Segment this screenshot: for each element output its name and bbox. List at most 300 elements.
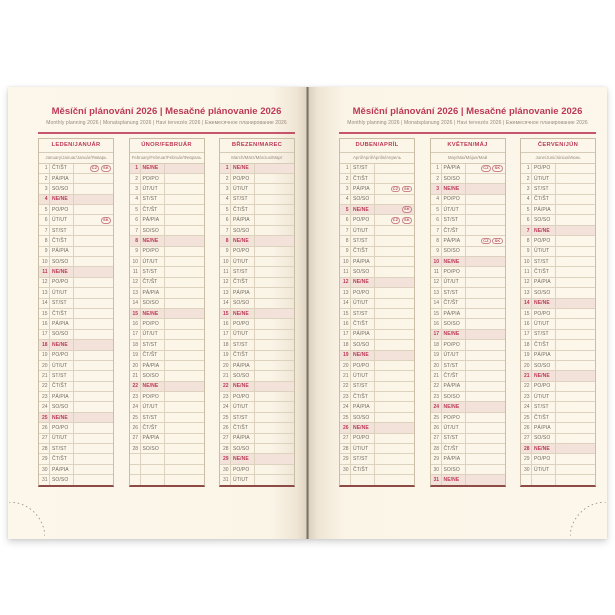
notes-cell <box>466 267 505 276</box>
day-row <box>521 184 595 194</box>
day-number: 8 <box>220 236 231 245</box>
month-name: ÚNOR/FEBRUÁR <box>130 139 204 153</box>
weekday-label: ČT/ŠT <box>532 195 556 204</box>
month-table-brezen-marec <box>219 138 295 487</box>
day-row <box>431 299 505 309</box>
notes-cell <box>556 413 595 422</box>
notes-cell <box>466 392 505 401</box>
day-number: 22 <box>39 382 50 391</box>
day-number: 9 <box>431 247 442 256</box>
day-row <box>340 351 414 361</box>
notes-cell <box>255 454 294 463</box>
notes-cell <box>255 319 294 328</box>
notes-cell <box>466 454 505 463</box>
notes-cell <box>74 444 113 453</box>
notes-cell <box>375 392 414 401</box>
notes-cell <box>466 330 505 339</box>
day-number: 4 <box>39 195 50 204</box>
day-row <box>521 257 595 267</box>
day-row <box>521 226 595 236</box>
day-row <box>130 164 204 174</box>
weekday-label: SO/SO <box>141 371 165 380</box>
weekday-label: ÚT/UT <box>532 465 556 474</box>
notes-cell <box>165 371 204 380</box>
day-row <box>39 195 113 205</box>
day-row <box>220 340 294 350</box>
day-row <box>431 164 505 174</box>
day-row <box>431 195 505 205</box>
day-row <box>340 413 414 423</box>
empty-row <box>130 465 204 475</box>
planner-spread <box>8 87 607 539</box>
weekday-label: ST/ST <box>351 382 375 391</box>
notes-cell <box>165 226 204 235</box>
day-row <box>130 309 204 319</box>
notes-cell <box>74 164 113 173</box>
notes-cell <box>556 174 595 183</box>
day-number: 7 <box>130 226 141 235</box>
notes-cell <box>165 236 204 245</box>
day-number: 12 <box>39 278 50 287</box>
weekday-label: ÚT/UT <box>532 174 556 183</box>
day-number: 17 <box>39 330 50 339</box>
day-row <box>130 413 204 423</box>
right-page <box>309 87 607 539</box>
notes-cell <box>255 434 294 443</box>
month-rows <box>39 164 113 485</box>
notes-cell <box>74 351 113 360</box>
weekday-label: PÁ/PIA <box>141 361 165 370</box>
weekday-label: PO/PO <box>141 319 165 328</box>
day-number: 20 <box>521 361 532 370</box>
day-row <box>130 423 204 433</box>
day-row <box>521 319 595 329</box>
day-number: 19 <box>39 351 50 360</box>
notes-cell <box>556 195 595 204</box>
day-row <box>431 392 505 402</box>
weekday-label: ČT/ŠT <box>231 205 255 214</box>
weekday-label: SO/SO <box>50 257 74 266</box>
day-row <box>39 205 113 215</box>
day-number: 26 <box>220 423 231 432</box>
day-row <box>220 164 294 174</box>
day-number: 20 <box>340 361 351 370</box>
day-number: 4 <box>130 195 141 204</box>
day-number: 18 <box>39 340 50 349</box>
notes-cell <box>165 205 204 214</box>
month-subtitle: May/Mai/Május/Май <box>431 153 505 164</box>
notes-cell <box>74 319 113 328</box>
day-row <box>521 164 595 174</box>
page-subtitle: Monthly planning 2026 | Monatsplanung 2026 | Havi tervezés 2026 | Ежемесячное планирование 2026 <box>347 120 588 126</box>
day-row <box>521 247 595 257</box>
weekday-label: ČT/ŠT <box>532 413 556 422</box>
weekday-label: PO/PO <box>231 465 255 474</box>
notes-cell <box>255 247 294 256</box>
weekday-label: ST/ST <box>231 195 255 204</box>
weekday-label: ČT/ŠT <box>141 205 165 214</box>
day-row <box>340 444 414 454</box>
header-rule <box>339 132 596 134</box>
day-number: 27 <box>340 434 351 443</box>
notes-cell <box>375 330 414 339</box>
notes-cell <box>375 278 414 287</box>
weekday-label: PÁ/PIA <box>351 402 375 411</box>
day-number: 12 <box>220 278 231 287</box>
month-name: DUBEN/APRÍL <box>340 139 414 153</box>
notes-cell <box>375 434 414 443</box>
weekday-label: NE/NE <box>141 164 165 173</box>
weekday-label: ČT/ŠT <box>442 444 466 453</box>
day-row <box>521 330 595 340</box>
day-number: 24 <box>340 402 351 411</box>
notes-cell <box>556 351 595 360</box>
day-number: 26 <box>130 423 141 432</box>
weekday-label: NE/NE <box>50 267 74 276</box>
day-row <box>431 465 505 475</box>
day-number: 1 <box>431 164 442 173</box>
day-row <box>340 278 414 288</box>
weekday-label: NE/NE <box>351 423 375 432</box>
month-rows <box>521 164 595 485</box>
day-row <box>39 309 113 319</box>
notes-cell <box>375 215 414 224</box>
day-number: 5 <box>130 205 141 214</box>
month-rows <box>340 164 414 485</box>
notes-cell <box>255 299 294 308</box>
notes-cell <box>165 319 204 328</box>
weekday-label: PÁ/PIA <box>50 465 74 474</box>
day-number: 4 <box>220 195 231 204</box>
empty-row <box>130 454 204 464</box>
day-row <box>431 267 505 277</box>
day-number: 16 <box>521 319 532 328</box>
notes-cell <box>165 454 204 463</box>
day-row <box>340 174 414 184</box>
weekday-label: NE/NE <box>532 299 556 308</box>
day-number: 21 <box>431 371 442 380</box>
day-number: 10 <box>39 257 50 266</box>
notes-cell <box>556 299 595 308</box>
notes-cell <box>255 174 294 183</box>
notes-cell <box>556 330 595 339</box>
notes-cell <box>466 351 505 360</box>
notes-cell <box>466 257 505 266</box>
notes-cell <box>466 184 505 193</box>
notes-cell <box>556 278 595 287</box>
day-row <box>220 351 294 361</box>
weekday-label: PÁ/PIA <box>50 319 74 328</box>
day-number: 21 <box>39 371 50 380</box>
day-row <box>521 205 595 215</box>
weekday-label: ST/ST <box>442 434 466 443</box>
day-number: 22 <box>521 382 532 391</box>
day-row <box>130 351 204 361</box>
day-row <box>220 215 294 225</box>
notes-cell <box>255 205 294 214</box>
day-row <box>431 184 505 194</box>
month-name: KVĚTEN/MÁJ <box>431 139 505 153</box>
notes-cell <box>466 226 505 235</box>
weekday-label: ST/ST <box>532 402 556 411</box>
day-row <box>130 361 204 371</box>
weekday-label: ÚT/UT <box>141 330 165 339</box>
day-number <box>130 465 141 474</box>
day-row <box>340 382 414 392</box>
day-number: 24 <box>39 402 50 411</box>
day-number: 27 <box>130 434 141 443</box>
notes-cell <box>375 309 414 318</box>
day-number: 28 <box>340 444 351 453</box>
day-row <box>220 319 294 329</box>
notes-cell <box>165 361 204 370</box>
holiday-badge-cz: CZ <box>391 217 401 224</box>
day-number: 16 <box>431 319 442 328</box>
day-number: 29 <box>39 454 50 463</box>
month-name: ČERVEN/JÚN <box>521 139 595 153</box>
weekday-label: ÚT/UT <box>442 278 466 287</box>
notes-cell <box>255 164 294 173</box>
weekday-label: ÚT/UT <box>231 402 255 411</box>
notes-cell <box>466 319 505 328</box>
notes-cell <box>466 205 505 214</box>
notes-cell <box>556 382 595 391</box>
day-row <box>39 164 113 174</box>
day-number: 16 <box>130 319 141 328</box>
day-row <box>521 309 595 319</box>
day-row <box>39 371 113 381</box>
weekday-label: PO/PO <box>231 247 255 256</box>
notes-cell <box>165 195 204 204</box>
day-number <box>130 475 141 484</box>
month-table-kveten-maj <box>430 138 506 487</box>
day-row <box>39 267 113 277</box>
right-page-content <box>339 87 596 487</box>
weekday-label: ST/ST <box>351 164 375 173</box>
day-row <box>39 434 113 444</box>
day-number: 24 <box>521 402 532 411</box>
day-number: 25 <box>130 413 141 422</box>
weekday-label: NE/NE <box>231 236 255 245</box>
weekday-label: SO/SO <box>442 319 466 328</box>
day-number: 26 <box>39 423 50 432</box>
day-row <box>220 392 294 402</box>
day-number: 25 <box>39 413 50 422</box>
day-number: 23 <box>431 392 442 401</box>
day-row <box>340 392 414 402</box>
weekday-label: NE/NE <box>50 195 74 204</box>
weekday-label: PO/PO <box>50 423 74 432</box>
day-row <box>130 226 204 236</box>
notes-cell <box>466 434 505 443</box>
notes-cell <box>165 434 204 443</box>
month-subtitle: March/März/Március/Март <box>220 153 294 164</box>
day-row <box>130 257 204 267</box>
weekday-label: ČT/ŠT <box>442 226 466 235</box>
weekday-label <box>532 475 556 484</box>
day-number: 8 <box>130 236 141 245</box>
weekday-label: NE/NE <box>351 351 375 360</box>
day-row <box>39 319 113 329</box>
day-number: 17 <box>130 330 141 339</box>
notes-cell <box>556 423 595 432</box>
weekday-label: ST/ST <box>351 454 375 463</box>
month-subtitle: June/Juni/Június/Июнь <box>521 153 595 164</box>
day-row <box>521 371 595 381</box>
day-row <box>521 267 595 277</box>
notes-cell <box>165 299 204 308</box>
day-row <box>220 465 294 475</box>
weekday-label: ČT/ŠT <box>141 423 165 432</box>
weekday-label: ST/ST <box>351 309 375 318</box>
weekday-label: PO/PO <box>442 267 466 276</box>
notes-cell <box>466 215 505 224</box>
notes-cell <box>165 340 204 349</box>
day-number: 17 <box>340 330 351 339</box>
day-row <box>340 288 414 298</box>
notes-cell <box>255 351 294 360</box>
weekday-label: PÁ/PIA <box>231 288 255 297</box>
weekday-label: ST/ST <box>442 361 466 370</box>
notes-cell <box>375 236 414 245</box>
weekday-label: ÚT/UT <box>532 247 556 256</box>
day-number: 18 <box>340 340 351 349</box>
day-row <box>340 402 414 412</box>
day-row <box>130 371 204 381</box>
day-number: 18 <box>431 340 442 349</box>
notes-cell <box>255 257 294 266</box>
day-number: 5 <box>220 205 231 214</box>
weekday-label: ST/ST <box>532 257 556 266</box>
day-row <box>431 330 505 340</box>
corner-perforation-right-icon <box>570 502 606 538</box>
weekday-label: PO/PO <box>351 215 375 224</box>
day-number: 25 <box>521 413 532 422</box>
day-number: 23 <box>340 392 351 401</box>
day-row <box>431 454 505 464</box>
notes-cell <box>556 247 595 256</box>
day-row <box>220 330 294 340</box>
day-number: 11 <box>130 267 141 276</box>
weekday-label: SO/SO <box>231 226 255 235</box>
notes-cell <box>74 267 113 276</box>
notes-cell <box>74 257 113 266</box>
notes-cell <box>466 174 505 183</box>
day-row <box>220 371 294 381</box>
day-row <box>431 340 505 350</box>
day-number: 23 <box>130 392 141 401</box>
weekday-label: SO/SO <box>532 434 556 443</box>
month-table-leden-januar <box>38 138 114 487</box>
notes-cell <box>375 184 414 193</box>
day-row <box>220 184 294 194</box>
weekday-label <box>351 475 375 484</box>
notes-cell <box>556 454 595 463</box>
day-number: 8 <box>340 236 351 245</box>
notes-cell <box>375 164 414 173</box>
day-number: 20 <box>431 361 442 370</box>
notes-cell <box>165 247 204 256</box>
day-row <box>220 278 294 288</box>
notes-cell <box>375 267 414 276</box>
day-row <box>130 215 204 225</box>
day-number: 16 <box>220 319 231 328</box>
empty-row <box>521 475 595 484</box>
weekday-label: ČT/ŠT <box>351 319 375 328</box>
day-number: 7 <box>340 226 351 235</box>
weekday-label: ÚT/UT <box>532 392 556 401</box>
day-row <box>39 340 113 350</box>
notes-cell <box>255 226 294 235</box>
day-number: 11 <box>340 267 351 276</box>
day-row <box>39 236 113 246</box>
day-row <box>220 174 294 184</box>
weekday-label: PO/PO <box>442 195 466 204</box>
weekday-label <box>141 454 165 463</box>
weekday-label: ČT/ŠT <box>141 351 165 360</box>
weekday-label: NE/NE <box>141 382 165 391</box>
month-rows <box>130 164 204 485</box>
day-row <box>130 319 204 329</box>
weekday-label: ČT/ŠT <box>141 278 165 287</box>
holiday-badge-sk: SK <box>402 206 412 213</box>
weekday-label: PÁ/PIA <box>231 361 255 370</box>
left-page <box>8 87 306 539</box>
notes-cell <box>255 340 294 349</box>
day-number: 7 <box>220 226 231 235</box>
day-number: 17 <box>431 330 442 339</box>
weekday-label: SO/SO <box>141 299 165 308</box>
day-row <box>39 288 113 298</box>
day-row <box>340 309 414 319</box>
notes-cell <box>255 392 294 401</box>
day-row <box>521 423 595 433</box>
weekday-label: ÚT/UT <box>231 475 255 484</box>
notes-cell <box>375 444 414 453</box>
day-number: 2 <box>130 174 141 183</box>
weekday-label: NE/NE <box>442 402 466 411</box>
day-number: 12 <box>130 278 141 287</box>
day-row <box>220 247 294 257</box>
weekday-label: ST/ST <box>231 340 255 349</box>
notes-cell <box>255 444 294 453</box>
day-number: 29 <box>340 454 351 463</box>
weekday-label: ČT/ŠT <box>532 340 556 349</box>
weekday-label: ÚT/UT <box>50 215 74 224</box>
weekday-label: ÚT/UT <box>532 319 556 328</box>
weekday-label: ÚT/UT <box>351 299 375 308</box>
day-number: 24 <box>431 402 442 411</box>
day-number: 14 <box>130 299 141 308</box>
notes-cell <box>466 247 505 256</box>
day-row <box>39 454 113 464</box>
day-row <box>431 351 505 361</box>
notes-cell <box>255 309 294 318</box>
weekday-label: ÚT/UT <box>231 330 255 339</box>
notes-cell <box>556 184 595 193</box>
day-row <box>340 319 414 329</box>
day-number: 23 <box>39 392 50 401</box>
weekday-label: ST/ST <box>141 340 165 349</box>
notes-cell <box>375 299 414 308</box>
day-number: 15 <box>521 309 532 318</box>
day-row <box>39 330 113 340</box>
weekday-label: SO/SO <box>351 413 375 422</box>
page-subtitle: Monthly planning 2026 | Monatsplanung 2026 | Havi tervezés 2026 | Ежемесячное планирование 2026 <box>46 120 287 126</box>
holiday-badge-cz: CZ <box>90 165 100 172</box>
weekday-label: ÚT/UT <box>442 205 466 214</box>
month-subtitle: April/April/Április/Апрель <box>340 153 414 164</box>
